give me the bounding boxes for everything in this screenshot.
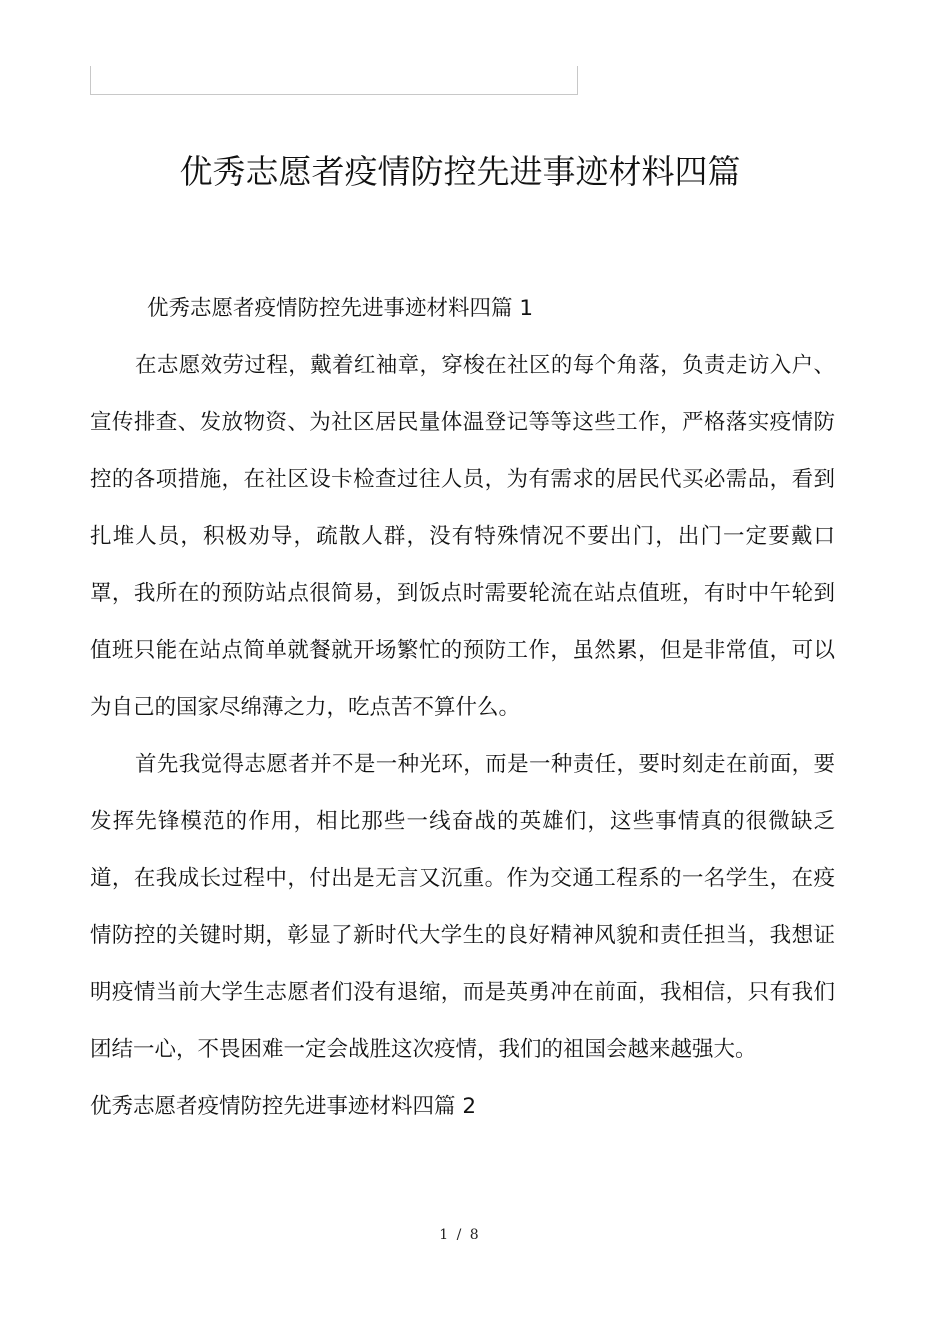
page-number: 1 / 8 (439, 1227, 481, 1243)
paragraph: 首先我觉得志愿者并不是一种光环，而是一种责任，要时刻走在前面，要发挥先锋模范的作用，相比那些一线奋战的英雄们，这些事情真的很微缺乏道，在我成长过程中，付出是无言又沉重。作为交通工程系的一名学生，在疫情防控的关键时期，彰显了新时代大学生的良好精神风貌和责任担当，我想证明疫情当前大学生志愿者们没有退缩，而是英勇冲在前面，我相信，只有我们团结一心，不畏困难一定会战胜这次疫情，我们的祖国会越来越强大。 (90, 752, 835, 1062)
document-body (90, 280, 835, 1135)
header-frame (90, 66, 578, 95)
section-heading: 优秀志愿者疫情防控先进事迹材料四篇 2 (90, 1094, 477, 1119)
paragraph: 在志愿效劳过程，戴着红袖章，穿梭在社区的每个角落，负责走访入户、宣传排查、发放物资、为社区居民量体温登记等等这些工作，严格落实疫情防控的各项措施，在社区设卡检查过往人员，为有需求的居民代买必需品，看到扎堆人员，积极劝导，疏散人群，没有特殊情况不要出门，出门一定要戴口罩，我所在的预防站点很简易，到饭点时需要轮流在站点值班，有时中午轮到值班只能在站点简单就餐就开场繁忙的预防工作，虽然累，但是非常值，可以为自己的国家尽绵薄之力，吃点苦不算什么。 (90, 353, 835, 720)
section-heading: 优秀志愿者疫情防控先进事迹材料四篇 1 (147, 296, 534, 321)
document-title: 优秀志愿者疫情防控先进事迹材料四篇 (179, 152, 741, 191)
